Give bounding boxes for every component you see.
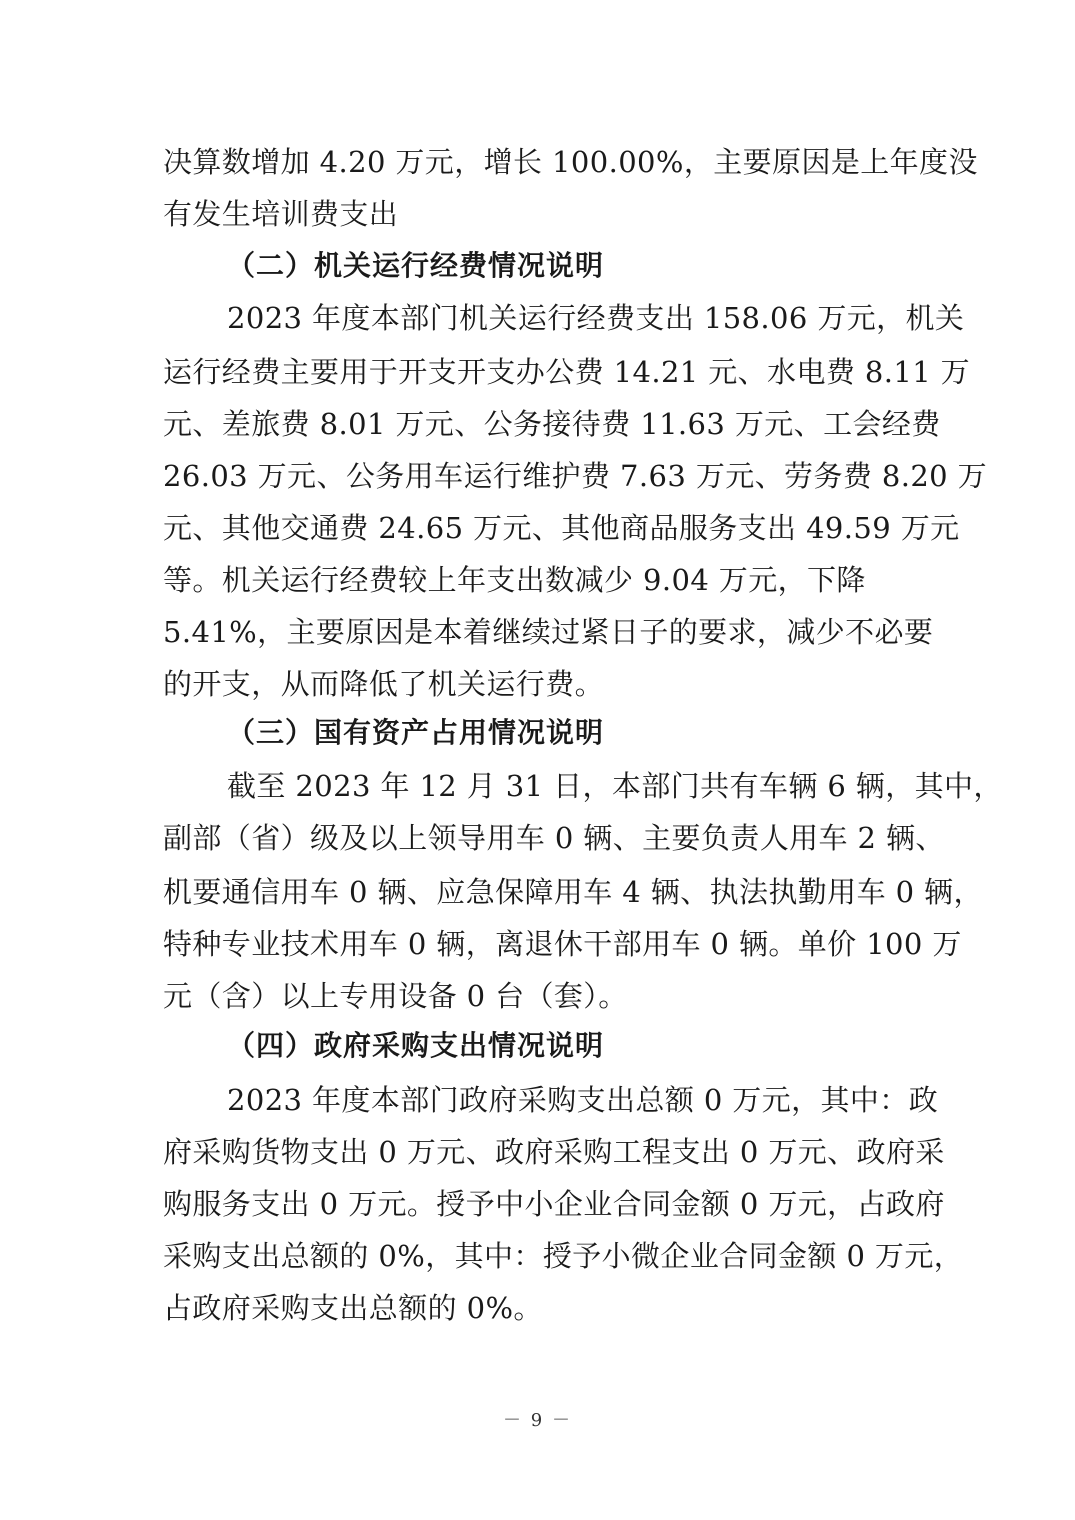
paragraph-line: 副部（省）级及以上领导用车 0 辆、主要负责人用车 2 辆、 [163, 821, 945, 855]
paragraph-line: 5.41%，主要原因是本着继续过紧日子的要求，减少不必要 [163, 615, 934, 649]
paragraph-line: 等。机关运行经费较上年支出数减少 9.04 万元，下降 [163, 563, 866, 597]
paragraph-line: 决算数增加 4.20 万元，增长 100.00%，主要原因是上年度没 [163, 145, 978, 179]
paragraph-line: 元、差旅费 8.01 万元、公务接待费 11.63 万元、工会经费 [163, 407, 941, 441]
paragraph-line: 2023 年度本部门政府采购支出总额 0 万元，其中：政 [227, 1083, 939, 1117]
paragraph-line: 特种专业技术用车 0 辆，离退休干部用车 0 辆。单价 100 万 [163, 927, 962, 961]
section-heading-operating-expenses: （二）机关运行经费情况说明 [227, 249, 605, 282]
paragraph-line: 元、其他交通费 24.65 万元、其他商品服务支出 49.59 万元 [163, 511, 960, 545]
paragraph-line: 采购支出总额的 0%，其中：授予小微企业合同金额 0 万元， [163, 1239, 964, 1273]
paragraph-line: 购服务支出 0 万元。授予中小企业合同金额 0 万元，占政府 [163, 1187, 945, 1221]
paragraph-line: 机要通信用车 0 辆、应急保障用车 4 辆、执法执勤用车 0 辆， [163, 875, 983, 909]
paragraph-line: 府采购货物支出 0 万元、政府采购工程支出 0 万元、政府采 [163, 1135, 945, 1169]
paragraph-line: 的开支，从而降低了机关运行费。 [163, 667, 605, 701]
paragraph-line: 运行经费主要用于开支开支办公费 14.21 元、水电费 8.11 万 [163, 355, 971, 389]
paragraph-line: 26.03 万元、公务用车运行维护费 7.63 万元、劳务费 8.20 万 [163, 459, 988, 493]
section-heading-government-procurement: （四）政府采购支出情况说明 [227, 1029, 605, 1062]
section-heading-state-assets: （三）国有资产占用情况说明 [227, 716, 605, 749]
paragraph-line: 元（含）以上专用设备 0 台（套）。 [163, 979, 628, 1013]
paragraph-line: 占政府采购支出总额的 0%。 [163, 1291, 543, 1325]
paragraph-line: 有发生培训费支出 [163, 197, 399, 231]
page-number: － 9 － [503, 1410, 572, 1431]
paragraph-line: 截至 2023 年 12 月 31 日，本部门共有车辆 6 辆，其中， [227, 769, 1003, 803]
paragraph-line: 2023 年度本部门机关运行经费支出 158.06 万元，机关 [227, 301, 965, 335]
